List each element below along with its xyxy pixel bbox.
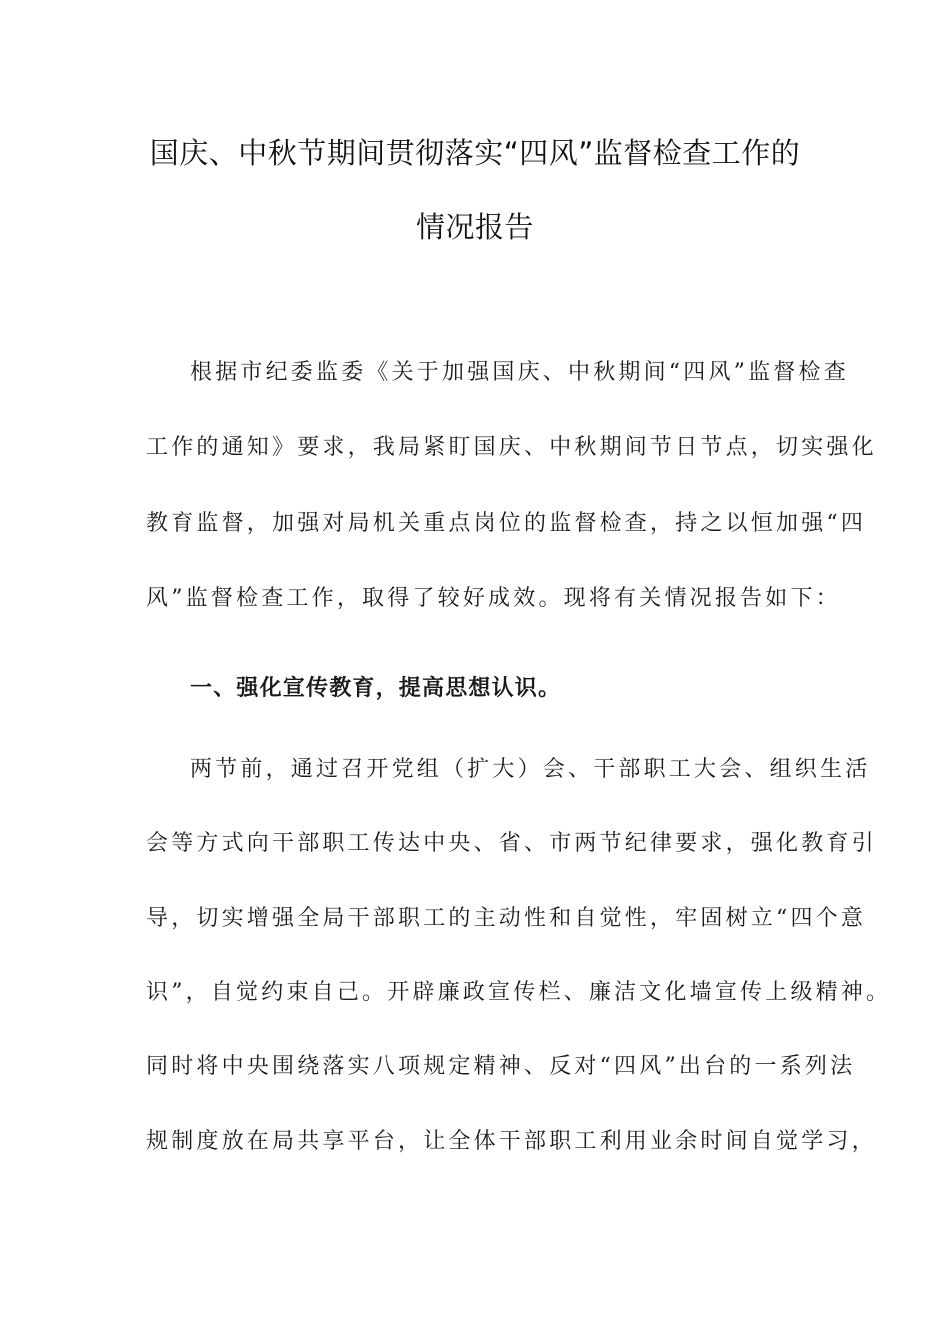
paragraph-2-line-5: 同时将中央围绕落实八项规定精神、反对“四风”出台的一系列法 [146,1054,856,1079]
paragraph-1-line-4: 风”监督检查工作，取得了较好成效。现将有关情况报告如下： [146,586,841,611]
paragraph-2-line-6: 规制度放在局共享平台，让全体干部职工利用业余时间自觉学习， [146,1129,877,1154]
document-title-line-2: 情况报告 [415,210,534,244]
section-1-heading: 一、强化宣传教育，提高思想认识。 [190,676,562,701]
paragraph-2-line-1: 两节前，通过召开党组（扩大）会、干部职工大会、组织生活 [190,757,871,782]
paragraph-2-line-3: 导，切实增强全局干部职工的主动性和自觉性，牢固树立“四个意 [146,906,867,931]
paragraph-2-line-4: 识”，自觉约束自己。开辟廉政宣传栏、廉洁文化墙宣传上级精神。 [146,980,892,1005]
paragraph-1-line-3: 教育监督，加强对局机关重点岗位的监督检查，持之以恒加强“四 [146,511,867,536]
document-title-line-1: 国庆、中秋节期间贯彻落实“四风”监督检查工作的 [149,136,801,170]
paragraph-1-line-1: 根据市纪委监委《关于加强国庆、中秋期间“四风”监督检查 [190,360,849,385]
paragraph-2-line-2: 会等方式向干部职工传达中央、省、市两节纪律要求，强化教育引 [146,831,877,856]
paragraph-1-line-2: 工作的通知》要求，我局紧盯国庆、中秋期间节日节点，切实强化 [146,435,877,460]
